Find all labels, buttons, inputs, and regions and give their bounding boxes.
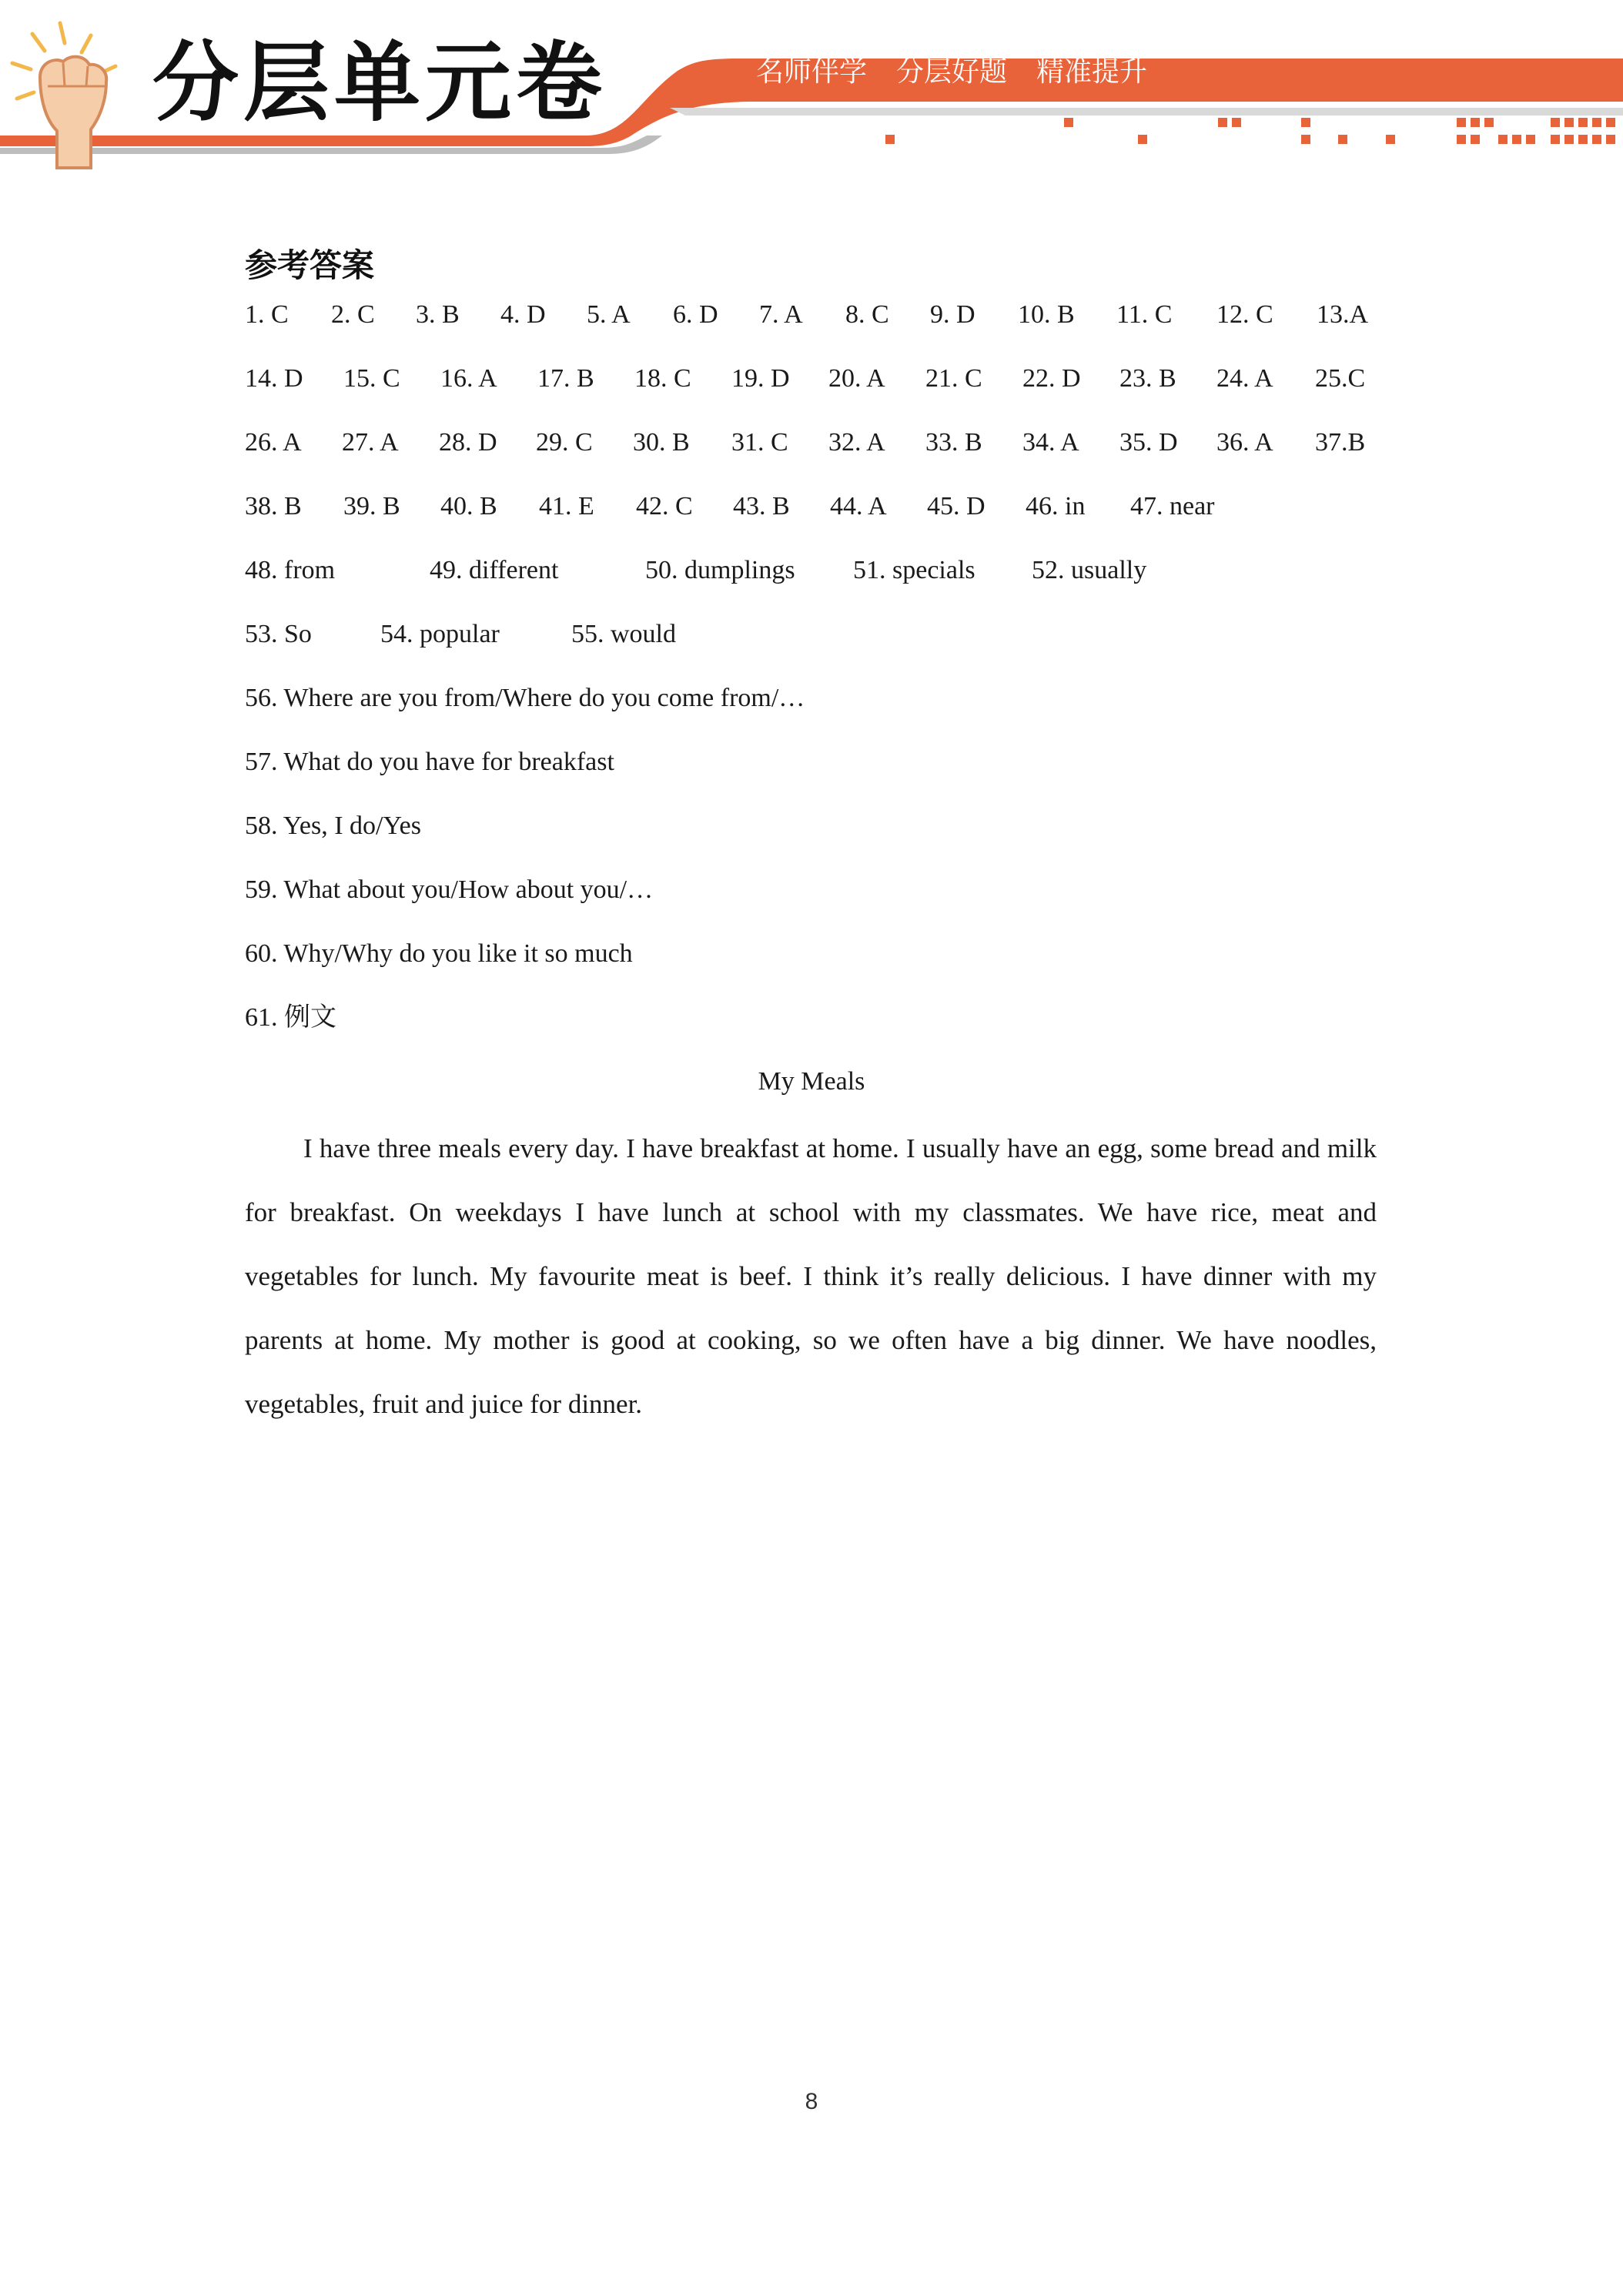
answer-item: 49. different bbox=[430, 556, 559, 584]
answer-item: 25.C bbox=[1315, 364, 1366, 393]
answer-item: 21. C bbox=[925, 364, 982, 393]
answer-item: 29. C bbox=[536, 428, 593, 457]
answer-item: 39. B bbox=[343, 492, 400, 520]
slogan-item: 分层好题 bbox=[896, 56, 1008, 88]
answer-item: 11. C bbox=[1116, 300, 1173, 329]
answer-item: 23. B bbox=[1119, 364, 1176, 393]
answer-line: 57. What do you have for breakfast bbox=[245, 748, 614, 776]
answer-item: 37.B bbox=[1315, 428, 1366, 457]
answer-item: 26. A bbox=[245, 428, 302, 457]
answer-item: 54. popular bbox=[380, 620, 500, 648]
answer-item: 44. A bbox=[830, 492, 887, 520]
answer-item: 18. C bbox=[634, 364, 691, 393]
slogan bbox=[756, 56, 1148, 88]
answer-item: 24. A bbox=[1216, 364, 1273, 393]
answer-item: 42. C bbox=[636, 492, 693, 520]
answer-item: 14. D bbox=[245, 364, 303, 393]
page-number: 8 bbox=[805, 2089, 818, 2114]
answer-item: 9. D bbox=[930, 300, 975, 329]
brand-title: 分层单元卷 bbox=[152, 33, 607, 133]
answer-item: 55. would bbox=[571, 620, 676, 648]
answer-item: 41. E bbox=[539, 492, 594, 520]
answer-item: 16. A bbox=[440, 364, 497, 393]
answer-item: 17. B bbox=[537, 364, 594, 393]
answer-item: 5. A bbox=[587, 300, 631, 329]
slogan-item: 名师伴学 bbox=[756, 56, 868, 88]
answer-item: 20. A bbox=[828, 364, 885, 393]
answer-line: 56. Where are you from/Where do you come from/… bbox=[245, 684, 805, 712]
answer-item: 45. D bbox=[927, 492, 986, 520]
answer-item: 13.A bbox=[1317, 300, 1369, 329]
answer-item: 8. C bbox=[845, 300, 889, 329]
section-title: 参考答案 bbox=[245, 246, 375, 284]
answer-item: 3. B bbox=[416, 300, 460, 329]
answer-item: 15. C bbox=[343, 364, 400, 393]
answer-item: 46. in bbox=[1026, 492, 1086, 520]
answer-item: 48. from bbox=[245, 556, 336, 584]
answer-item: 19. D bbox=[731, 364, 790, 393]
answer-item: 27. A bbox=[342, 428, 399, 457]
answer-item: 51. specials bbox=[853, 556, 975, 584]
decorative-squares bbox=[885, 118, 1615, 144]
answer-line: 60. Why/Why do you like it so much bbox=[245, 939, 633, 968]
answer-item: 12. C bbox=[1216, 300, 1273, 329]
answer-item: 28. D bbox=[439, 428, 497, 457]
answer-item: 33. B bbox=[925, 428, 982, 457]
page-header bbox=[0, 0, 1623, 177]
answer-item: 22. D bbox=[1022, 364, 1081, 393]
answer-item: 2. C bbox=[331, 300, 375, 329]
answer-item: 53. So bbox=[245, 620, 312, 648]
answer-item: 50. dumplings bbox=[645, 556, 795, 584]
answer-item: 6. D bbox=[673, 300, 718, 329]
answer-item: 10. B bbox=[1018, 300, 1075, 329]
answer-item: 31. C bbox=[731, 428, 788, 457]
answer-item: 7. A bbox=[759, 300, 803, 329]
answer-item: 43. B bbox=[733, 492, 790, 520]
answer-line: 61. 例文 bbox=[245, 1003, 336, 1032]
answer-item: 1. C bbox=[245, 300, 289, 329]
answer-item: 35. D bbox=[1119, 428, 1178, 457]
answer-item: 34. A bbox=[1022, 428, 1079, 457]
essay-title: My Meals bbox=[758, 1067, 865, 1096]
answer-item: 38. B bbox=[245, 492, 302, 520]
answer-item: 4. D bbox=[500, 300, 546, 329]
answer-item: 36. A bbox=[1216, 428, 1273, 457]
answer-line: 58. Yes, I do/Yes bbox=[245, 812, 421, 840]
answer-item: 52. usually bbox=[1032, 556, 1147, 584]
answer-item: 47. near bbox=[1130, 492, 1215, 520]
essay-body: I have three meals every day. I have breakfast at home. I usually have an egg, some bread and milk for breakfast. On weekdays I have lunch at school with my classmates. We have rice, meat and vegetables for lunch. My favourite meat is beef. I think it’s really delicious. I have dinner with my parents at home. My mother is good at cooking, so we often have a big dinner. We have noodles, vegetables, fruit and juice for dinner. bbox=[245, 1133, 1377, 1419]
answer-line: 59. What about you/How about you/… bbox=[245, 875, 654, 904]
answer-item: 30. B bbox=[633, 428, 690, 457]
answer-item: 40. B bbox=[440, 492, 497, 520]
slogan-item: 精准提升 bbox=[1036, 56, 1148, 88]
answer-item: 32. A bbox=[828, 428, 885, 457]
